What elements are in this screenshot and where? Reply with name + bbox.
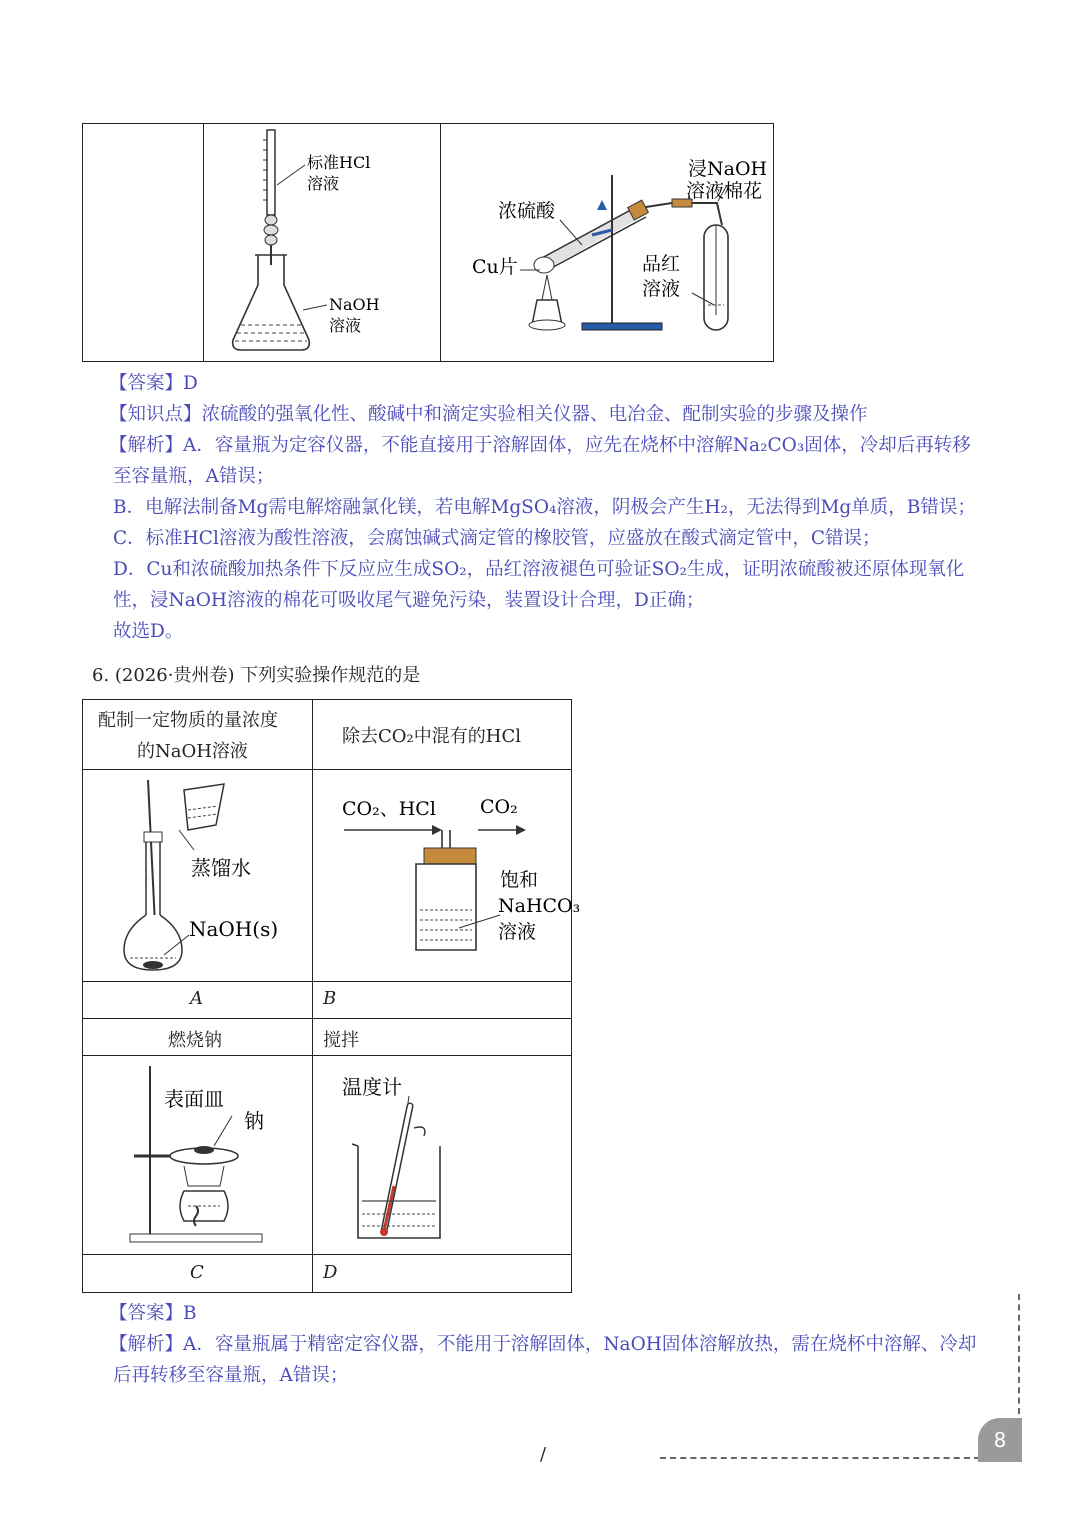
fig-label: 品红	[642, 253, 681, 275]
fig-label: 溶液	[642, 278, 681, 300]
q6-analysis-line: 后再转移至容量瓶，A错误；	[113, 1365, 349, 1386]
fig-label: 钠	[244, 1109, 264, 1133]
sodium-burning-figure	[84, 1056, 312, 1252]
page-number: 8	[978, 1418, 1022, 1462]
q6-analysis-line: 【解析】A．容量瓶属于精密定容仪器，不能用于溶解固体，NaOH固体溶解放热，需在烧杯中溶解、冷却	[109, 1334, 977, 1355]
q5-analysis-line: 性，浸NaOH溶液的棉花可吸收尾气避免污染，装置设计合理，D正确；	[113, 590, 705, 611]
option-label-a: A	[190, 988, 203, 1009]
table-divider	[83, 1254, 571, 1255]
thermometer-stirring-figure	[314, 1056, 570, 1252]
dashed-border-bottom	[660, 1457, 980, 1459]
fig-label: 饱和	[500, 869, 539, 891]
q5-analysis-line: D．Cu和浓硫酸加热条件下反应应生成SO₂，品红溶液褪色可验证SO₂生成，证明浓硫酸被还原体现氧化	[113, 559, 965, 580]
q6-answer: 【答案】B	[109, 1303, 197, 1324]
fig-label: 表面皿	[164, 1087, 224, 1111]
footer-slash: /	[540, 1444, 547, 1465]
fig-label: Cu片	[472, 256, 518, 278]
fig-label: CO₂、HCl	[342, 798, 436, 820]
q5-analysis-line: C．标准HCl溶液为酸性溶液，会腐蚀碱式滴定管的橡胶管，应盛放在酸式滴定管中，C错误；	[113, 528, 881, 549]
q6-header-c: 燃烧钠	[168, 1030, 222, 1051]
fig-label: 浓硫酸	[498, 200, 556, 222]
cu-h2so4-apparatus-figure	[442, 125, 772, 360]
fig-label: CO₂	[480, 796, 518, 818]
option-label-d: D	[323, 1262, 338, 1283]
fig-label: 浸NaOH	[688, 158, 768, 180]
fig-label: NaOH(s)	[189, 917, 279, 941]
q6-header-d: 搅拌	[323, 1030, 359, 1051]
fig-label: 溶液	[498, 921, 537, 943]
dashed-border-right	[1018, 1294, 1020, 1414]
q6-header-a: 的NaOH溶液	[137, 741, 248, 762]
q5-analysis-line: 故选D。	[113, 621, 184, 642]
q5-analysis-line: 至容量瓶，A错误；	[113, 466, 275, 487]
volumetric-flask-figure	[84, 770, 312, 980]
q6-header-b: 除去CO₂中混有的HCl	[342, 726, 521, 747]
fig-label: 溶液棉花	[686, 180, 763, 202]
option-label-c: C	[190, 1262, 204, 1283]
q5-answer: 【答案】D	[109, 373, 198, 394]
q5-knowledge: 【知识点】浓硫酸的强氧化性、酸碱中和滴定实验相关仪器、电冶金、配制实验的步骤及操作	[109, 404, 868, 425]
table-divider	[83, 981, 571, 982]
option-label-b: B	[323, 988, 337, 1009]
q6-header-a: 配制一定物质的量浓度	[98, 710, 278, 731]
gas-washing-bottle-figure	[314, 770, 581, 980]
titration-figure	[205, 125, 440, 360]
q5-analysis-line: B．电解法制备Mg需电解熔融氯化镁，若电解MgSO₄溶液，阴极会产生H₂，无法得到Mg单质，B错误；	[113, 497, 976, 518]
q6-stem: 6. (2026·贵州卷) 下列实验操作规范的是	[92, 665, 421, 686]
q5-analysis-line: 【解析】A．容量瓶为定容仪器，不能直接用于溶解固体，应先在烧杯中溶解Na₂CO₃固体，冷却后再转移	[109, 435, 971, 456]
fig-label: 标准HCl	[307, 153, 371, 172]
fig-label: NaHCO₃	[498, 895, 581, 917]
fig-label: 蒸馏水	[191, 856, 251, 880]
fig-label: 温度计	[342, 1075, 402, 1099]
fig-label: 溶液	[329, 316, 362, 335]
fig-label: NaOH	[329, 295, 380, 314]
fig-label: 溶液	[307, 174, 340, 193]
table-divider	[83, 1018, 571, 1019]
